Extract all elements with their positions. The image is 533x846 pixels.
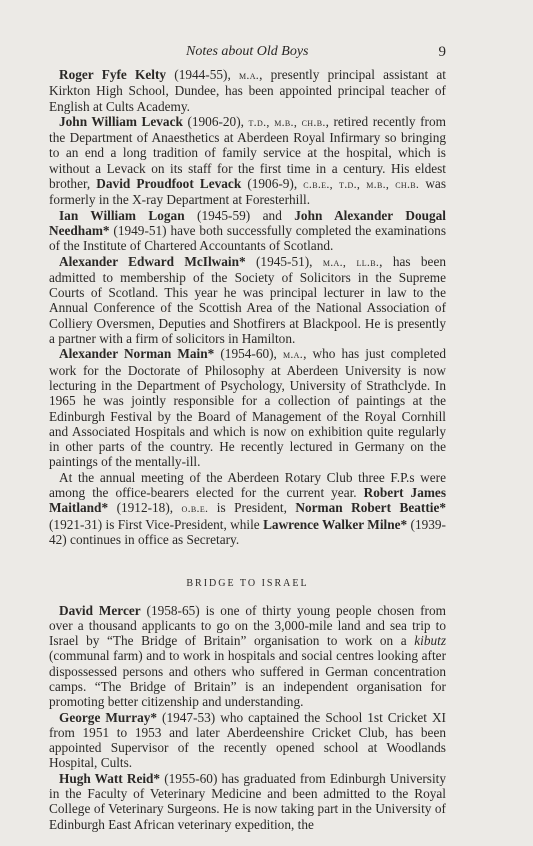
person-name: Alexander Edward McIlwain* <box>59 253 246 269</box>
note-text: is President, <box>208 500 296 516</box>
person-name: Alexander Norman Main* <box>59 346 215 362</box>
note-paragraph <box>49 114 446 208</box>
note-text: , presently principal assistant at Kirkton High School, Dundee, has been appointed principal teacher of English at Cults Academy. <box>49 67 447 114</box>
note-text: (1939-42) continues in office as Secretary. <box>49 516 446 547</box>
person-name: Norman Robert Beattie* <box>295 500 446 516</box>
page-number: 9 <box>438 44 446 60</box>
degree-text: m.a. <box>239 68 260 82</box>
header-title: Notes about Old Boys <box>186 44 309 59</box>
note-text: kibutz <box>414 633 446 649</box>
note-text: (1944-55), <box>166 67 240 82</box>
person-name: George Murray* <box>59 709 158 725</box>
person-name: Roger Fyfe Kelty <box>59 67 167 82</box>
person-name: Hugh Watt Reid* <box>59 770 161 786</box>
note-text: , has been admitted to membership of the Society of Solicitors in the Supreme Courts of Scotland. This year he was principal lecturer in law to the Annual Conference of the Scottish Area of the National Association of Colliery Oversmen, Deputies and Shotfirers at Blackpool. He is presently a partner with a firm of solicitors in Hamilton. <box>49 253 446 347</box>
person-name: Robert James Maitland* <box>49 485 446 516</box>
note-text: (1955-60) has graduated from Edinburgh University in the Faculty of Veterinary Medicine and been admitted to the Royal College of Veterinary Surgeons. He is now taking part in the University of Edinburgh East African veterinary expedition, the <box>49 770 446 832</box>
note-paragraph <box>49 710 446 771</box>
degree-text: t.d., m.b., ch.b. <box>248 114 326 129</box>
note-paragraph <box>49 208 446 254</box>
note-text: (communal farm) and to work in hospitals and social centres looking after dispossessed persons and others who suffered in German concentration camps. “The Bridge of Britain” is an independent organisation for promoting better citizenship and understanding. <box>49 648 446 710</box>
note-text: , retired recently from the Department of Anaesthetics at Aberdeen Royal Infirmary so bringing to an end a long tradition of family service at the hospital, which is without a Levack on its staff for the first time in a century. His eldest brother, <box>49 113 446 192</box>
note-text: (1954-60), <box>214 346 283 362</box>
notes-group <box>49 67 446 547</box>
person-name: David Mercer <box>59 602 141 618</box>
note-text: , who has just completed work for the Doctorate of Philosophy at Aberdeen University is now lecturing in the Department of Psychology, University of Strathclyde. In 1965 he was jointly responsible for a collection of paintings at the Edinburgh Festival by the Board of Management of the Royal Cornhill and Associated Hospitals and which is now on exhibition quite regularly in other parts of the country. He recently lectured in Germany on the paintings of the mentally-ill. <box>49 346 446 470</box>
note-paragraph <box>49 346 446 469</box>
note-paragraph <box>49 603 446 710</box>
note-text: (1945-59) and <box>184 207 295 223</box>
page-body <box>49 67 446 832</box>
person-name: John Alexander Dougal Needham* <box>49 207 446 238</box>
note-paragraph <box>49 254 446 347</box>
notes-group-bridge <box>49 603 446 832</box>
degree-text: o.b.e. <box>181 501 209 516</box>
person-name: John William Levack <box>59 113 183 129</box>
note-text: (1906-9), <box>241 176 304 192</box>
note-text: (1921-31) is First Vice-President, while <box>49 516 264 532</box>
note-text: (1906-20), <box>182 113 249 129</box>
person-name: Ian William Logan <box>59 207 185 223</box>
note-text: (1945-51), <box>245 253 323 269</box>
section-heading: BRIDGE TO ISRAEL <box>186 578 309 590</box>
degree-text: c.b.e., t.d., m.b., ch.b. <box>303 177 420 192</box>
degree-text: m.a., ll.b. <box>322 254 380 269</box>
person-name: Lawrence Walker Milne* <box>263 516 408 532</box>
note-text: (1958-65) is one of thirty young people chosen from over a thousand applicants to go on the 3,000-mile land and sea trip to Israel by “The Bridge of Britain” organisation to work on a <box>49 602 446 649</box>
person-name: David Proudfoot Levack <box>96 176 242 192</box>
note-text: (1912-18), <box>108 500 182 516</box>
running-header <box>186 44 486 62</box>
note-text: (1947-53) who captained the School 1st Cricket XI from 1951 to 1953 and later Aberdeenshire Cricket Club, has been appointed Supervisor of the recently opened school at Woodlands Hospital, Cults. <box>49 709 446 771</box>
note-paragraph <box>49 67 446 114</box>
note-paragraph <box>49 771 446 832</box>
note-text: At the annual meeting of the Aberdeen Rotary Club three F.P.s were among the office-bearers elected for the current year. <box>49 469 446 501</box>
note-paragraph <box>49 470 446 547</box>
note-text: (1949-51) have both successfully completed the examinations of the Institute of Chartered Accountants of Scotland. <box>49 222 446 254</box>
note-text: was formerly in the X-ray Department at Foresterhill. <box>49 176 447 208</box>
degree-text: m.a. <box>282 347 304 362</box>
